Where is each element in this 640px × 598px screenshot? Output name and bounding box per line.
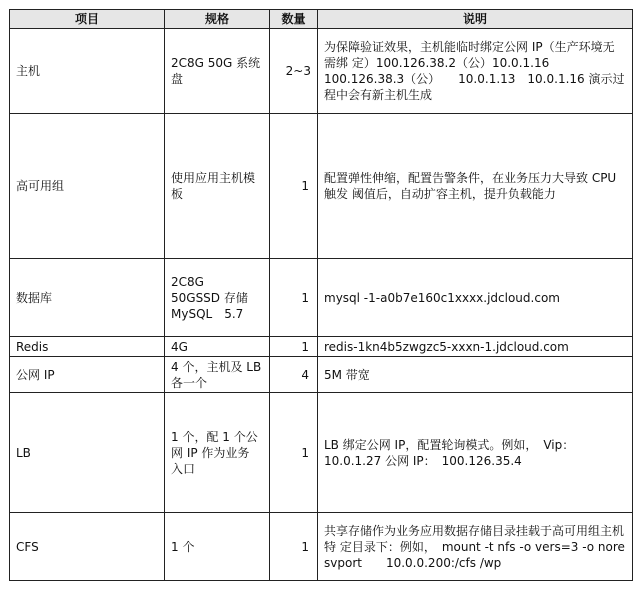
cell-qty: 1: [270, 114, 318, 259]
cell-spec: 1 个: [165, 513, 270, 581]
cell-qty: 1: [270, 393, 318, 513]
header-item: 项目: [10, 10, 165, 29]
cell-spec: 2C8G 50G 系统盘: [165, 29, 270, 114]
cell-desc: mysql -1-a0b7e160c1xxxx.jdcloud.com: [318, 259, 633, 337]
table-row: [10, 259, 633, 337]
cell-desc: 配置弹性伸缩，配置告警条件，在业务压力大导致 CPU 触发 阈值后，自动扩容主机，提升负载能力: [318, 114, 633, 259]
cell-item: Redis: [10, 337, 165, 357]
header-desc: 说明: [318, 10, 633, 29]
cell-qty: 1: [270, 513, 318, 581]
cell-qty: 1: [270, 259, 318, 337]
cell-item: 数据库: [10, 259, 165, 337]
cell-spec: 4 个，主机及 LB 各一个: [165, 357, 270, 393]
table-row: [10, 513, 633, 581]
cell-spec: 1 个，配 1 个公 网 IP 作为业务 入口: [165, 393, 270, 513]
cell-desc: 5M 带宽: [318, 357, 633, 393]
table-header-row: [10, 10, 633, 29]
cell-item: 公网 IP: [10, 357, 165, 393]
header-spec: 规格: [165, 10, 270, 29]
header-qty: 数量: [270, 10, 318, 29]
cell-item: 高可用组: [10, 114, 165, 259]
cell-spec: 2C8G 50GSSD 存储 MySQL 5.7: [165, 259, 270, 337]
cell-spec: 使用应用主机模板: [165, 114, 270, 259]
cell-item: CFS: [10, 513, 165, 581]
cell-desc: 共享存储作为业务应用数据存储目录挂载于高可用组主机特 定目录下：例如， mount -t nfs -o vers=3 -o noresvport 10.0.0.200:/cfs /wp: [318, 513, 633, 581]
spec-table: [9, 9, 633, 581]
cell-item: LB: [10, 393, 165, 513]
table-row: [10, 29, 633, 114]
cell-desc: redis-1kn4b5zwgzc5-xxxn-1.jdcloud.com: [318, 337, 633, 357]
table-row: [10, 393, 633, 513]
table-row: [10, 337, 633, 357]
cell-qty: 2~3: [270, 29, 318, 114]
table-row: [10, 114, 633, 259]
cell-qty: 1: [270, 337, 318, 357]
table-row: [10, 357, 633, 393]
cell-spec: 4G: [165, 337, 270, 357]
cell-desc: 为保障验证效果，主机能临时绑定公网 IP（生产环境无需绑 定）100.126.38.2（公）10.0.1.16 100.126.38.3（公） 10.0.1.13 10.0.1.16 演示过程中会有新主机生成: [318, 29, 633, 114]
cell-item: 主机: [10, 29, 165, 114]
cell-desc: LB 绑定公网 IP，配置轮询模式。例如， Vip： 10.0.1.27 公网 IP： 100.126.35.4: [318, 393, 633, 513]
cell-qty: 4: [270, 357, 318, 393]
